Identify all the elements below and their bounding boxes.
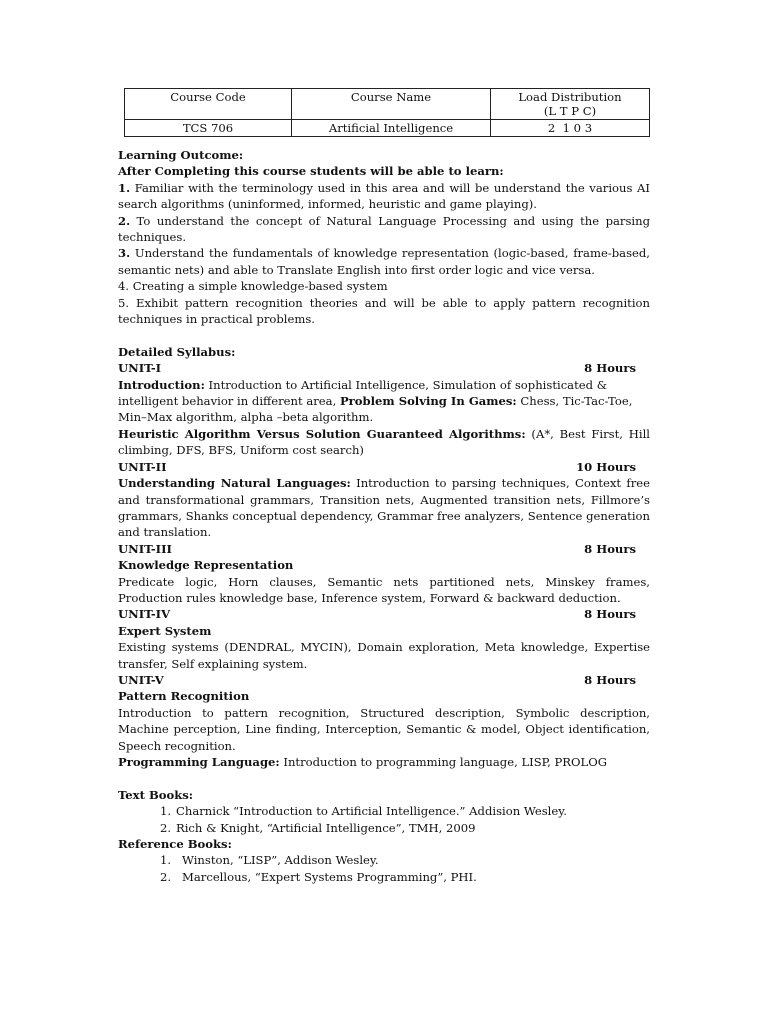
item-text: Rich & Knight, “Artificial Intelligence”, TMH, 2009 [176, 820, 476, 835]
item-text: Marcellous, “Expert Systems Programming”, PHI. [182, 869, 477, 884]
unit-title: UNIT-II [118, 459, 167, 474]
learning-outcome-heading: Learning Outcome: [118, 148, 244, 162]
outcome-text: Understand the fundamentals of knowledge representation (logic-based, frame-based, semantic nets) and able to Translate English into first order logic and vice versa. [118, 246, 650, 277]
unit-1-header [118, 360, 650, 376]
spacer [118, 327, 650, 343]
unit-5-header [118, 672, 650, 688]
cell-load: 2 1 0 3 [491, 120, 650, 137]
unit-title: UNIT-I [118, 361, 162, 376]
spacer [118, 770, 650, 786]
programming-language [118, 754, 650, 770]
outcome-text: Creating a simple knowledge-based system [129, 279, 388, 294]
header-course-name: Course Name [292, 89, 491, 120]
header-course-code: Course Code [125, 89, 292, 120]
outcome-text: To understand the concept of Natural Language Processing and using the parsing techniques. [118, 213, 650, 245]
syllabus-content [118, 147, 650, 885]
topic-label: Programming Language: [118, 755, 280, 770]
syllabus-heading: Detailed Syllabus: [118, 344, 236, 359]
unit-5-body: Introduction to pattern recognition, Structured description, Symbolic description, Machine perception, Line finding, Interception, Semantic & model, Object identification, Speech recognition. [118, 705, 650, 753]
unit-1-heuristic [118, 426, 650, 459]
unit-4-body: Existing systems (DENDRAL, MYCIN), Domain exploration, Meta knowledge, Expertise transfer, Self explaining system. [118, 640, 650, 671]
outcome-num: 2. [118, 213, 131, 228]
table-row [125, 120, 650, 137]
outcome-item-4 [118, 278, 650, 294]
list-item [118, 803, 650, 819]
list-item [118, 869, 650, 885]
item-number: 1. [160, 804, 172, 819]
topic-text: Introduction to parsing techniques, Context free and transformational grammars, Transition nets, Augmented transition nets, Fillmore’s grammars, Shanks conceptual dependency, Grammar free analyzers, Sentence generation and translation. [118, 476, 650, 540]
unit-hours: 8 Hours [584, 672, 636, 687]
outcome-item-2 [118, 213, 650, 246]
header-load-distribution [491, 89, 650, 120]
text-books-list [118, 803, 650, 836]
table-header-row [125, 89, 650, 120]
unit-2-body [118, 475, 650, 541]
item-number: 1. [160, 853, 172, 868]
outcome-item-1 [118, 180, 650, 213]
header-load-line2: (L T P C) [543, 104, 597, 118]
list-item [118, 820, 650, 836]
item-number: 2. [160, 820, 172, 835]
reference-books-list [118, 852, 650, 885]
unit-hours: 10 Hours [576, 459, 636, 474]
unit-title: UNIT-V [118, 672, 164, 687]
outcome-num: 3. [118, 246, 131, 261]
unit-1-intro [118, 377, 650, 426]
unit-3-body: Predicate logic, Horn clauses, Semantic nets partitioned nets, Minskey frames, Production rules knowledge base, Inference system, Forward & backward deduction. [118, 574, 650, 605]
learning-outcome-intro: After Completing this course students will be able to learn: [118, 164, 504, 179]
outcome-num: 4. [118, 279, 130, 294]
course-info-table [124, 88, 650, 137]
unit-2-header [118, 459, 650, 475]
outcome-item-3 [118, 245, 650, 278]
topic-label: Heuristic Algorithm Versus Solution Guaranteed Algorithms: [118, 426, 526, 441]
outcome-text: Exhibit pattern recognition theories and will be able to apply pattern recognition techniques in practical problems. [118, 295, 650, 327]
topic-text: Chess, Tic-Tac-Toe, Min–Max algorithm, alpha –beta algorithm. [118, 394, 633, 425]
unit-5-subheading: Pattern Recognition [118, 689, 250, 704]
item-number: 2. [160, 869, 172, 884]
cell-course-name: Artificial Intelligence [292, 120, 491, 137]
topic-label: Introduction: [118, 377, 205, 392]
unit-title: UNIT-III [118, 541, 172, 556]
topic-label: Understanding Natural Languages: [118, 476, 351, 491]
item-text: Winston, “LISP”, Addison Wesley. [182, 853, 379, 868]
topic-label: Problem Solving In Games: [339, 394, 517, 409]
outcome-text: Familiar with the terminology used in this area and will be understand the various AI search algorithms (uninformed, informed, heuristic and game playing). [118, 180, 650, 212]
unit-4-subheading: Expert System [118, 623, 212, 638]
item-text: Charnick “Introduction to Artificial Intelligence.” Addision Wesley. [176, 804, 567, 819]
unit-hours: 8 Hours [584, 607, 636, 622]
unit-hours: 8 Hours [584, 361, 636, 376]
outcome-num: 5. [118, 295, 130, 310]
text-books-heading: Text Books: [118, 787, 194, 802]
unit-title: UNIT-IV [118, 607, 171, 622]
header-load-line1: Load Distribution [518, 90, 622, 104]
unit-3-subheading: Knowledge Representation [118, 558, 294, 573]
outcome-item-5 [118, 295, 650, 328]
list-item [118, 852, 650, 868]
topic-text: Introduction to programming language, LISP, PROLOG [279, 755, 607, 770]
outcome-num: 1. [118, 180, 131, 195]
reference-books-heading: Reference Books: [118, 837, 232, 852]
unit-3-header [118, 541, 650, 557]
unit-4-header [118, 606, 650, 622]
unit-hours: 8 Hours [584, 541, 636, 556]
topic-text: Introduction to Artificial Intelligence, Simulation of sophisticated & intelligent behavior in different area, [118, 377, 608, 409]
topic-text: (A*, Best First, Hill climbing, DFS, BFS, Uniform cost search) [118, 426, 650, 458]
cell-course-code: TCS 706 [125, 120, 292, 137]
